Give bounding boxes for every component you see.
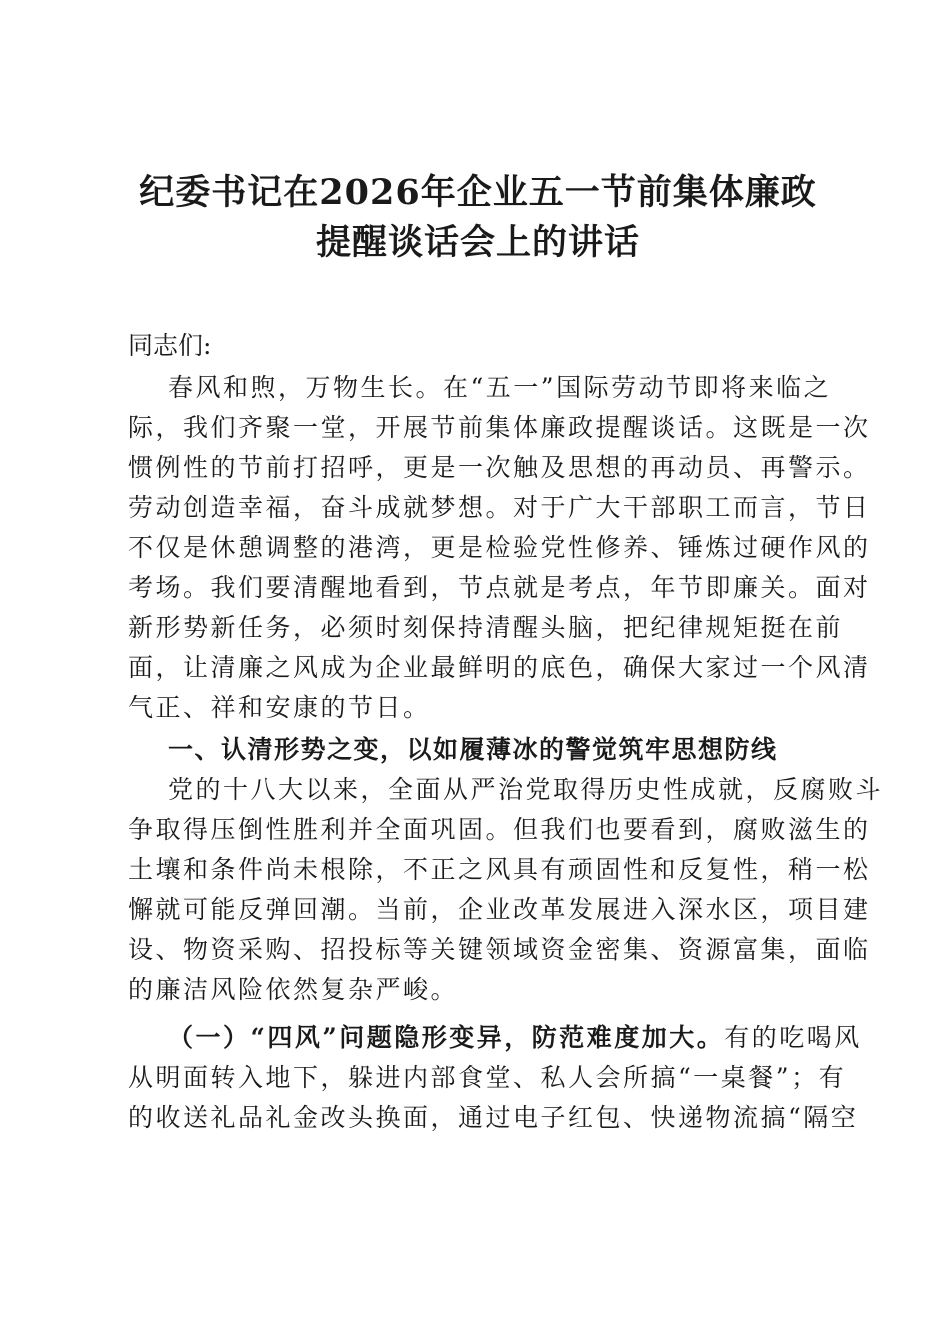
subsection-1-first-text: 有的吃喝风 (724, 1023, 862, 1052)
intro-line: 春风和煦，万物生长。在“五一”国际劳动节即将来临之 (168, 373, 832, 402)
intro-line: 新形势新任务，必须时刻保持清醒头脑，把纪律规矩挺在前 (128, 613, 844, 642)
section-1-line: 懈就可能反弹回潮。当前，企业改革发展进入深水区，项目建 (128, 895, 871, 924)
subsection-1-line: 从明面转入地下，躲进内部食堂、私人会所搞“一桌餐”；有 (128, 1063, 847, 1092)
subsection-1-paragraph (128, 1018, 862, 1138)
intro-line: 际，我们齐聚一堂，开展节前集体廉政提醒谈话。这既是一次 (128, 413, 871, 442)
title-line-2: 提醒谈话会上的讲话 (315, 222, 640, 263)
section-1-line: 争取得压倒性胜利并全面巩固。但我们也要看到，腐败滋生的 (128, 815, 871, 844)
subsection-1-line: 的收送礼品礼金改头换面，通过电子红包、快递物流搞“隔空 (128, 1103, 859, 1132)
section-1-line: 土壤和条件尚未根除，不正之风具有顽固性和反复性，稍一松 (128, 855, 871, 884)
paragraph-gap (128, 1010, 828, 1018)
intro-line: 不仅是休憩调整的港湾，更是检验党性修养、锤炼过硬作风的 (128, 533, 871, 562)
section-1-line: 的廉洁风险依然复杂严峻。 (128, 975, 459, 1004)
section-1-heading: 一、认清形势之变，以如履薄冰的警觉筑牢思想防线 (168, 735, 778, 764)
salutation: 同志们: (128, 331, 212, 360)
title-line-1: 纪委书记在2026年企业五一节前集体廉政 (139, 172, 817, 213)
document-page (128, 168, 884, 1138)
intro-line: 惯例性的节前打招呼，更是一次触及思想的再动员、再警示。 (128, 453, 871, 482)
subsection-1-first-line (128, 1018, 862, 1058)
intro-line: 气正、祥和安康的节日。 (128, 693, 431, 722)
section-1-line: 党的十八大以来，全面从严治党取得历史性成就，反腐败斗 (168, 775, 884, 804)
intro-line: 面，让清廉之风成为企业最鲜明的底色，确保大家过一个风清 (128, 653, 871, 682)
section-1-line: 设、物资采购、招投标等关键领域资金密集、资源富集，面临 (128, 935, 871, 964)
document-title (128, 168, 828, 268)
subsection-1-heading: （一）“四风”问题隐形变异，防范难度加大。 (168, 1023, 725, 1052)
section-1-paragraph (128, 770, 884, 1010)
intro-paragraph (128, 368, 871, 728)
intro-line: 劳动创造幸福，奋斗成就梦想。对于广大干部职工而言，节日 (128, 493, 871, 522)
intro-line: 考场。我们要清醒地看到，节点就是考点，年节即廉关。面对 (128, 573, 871, 602)
